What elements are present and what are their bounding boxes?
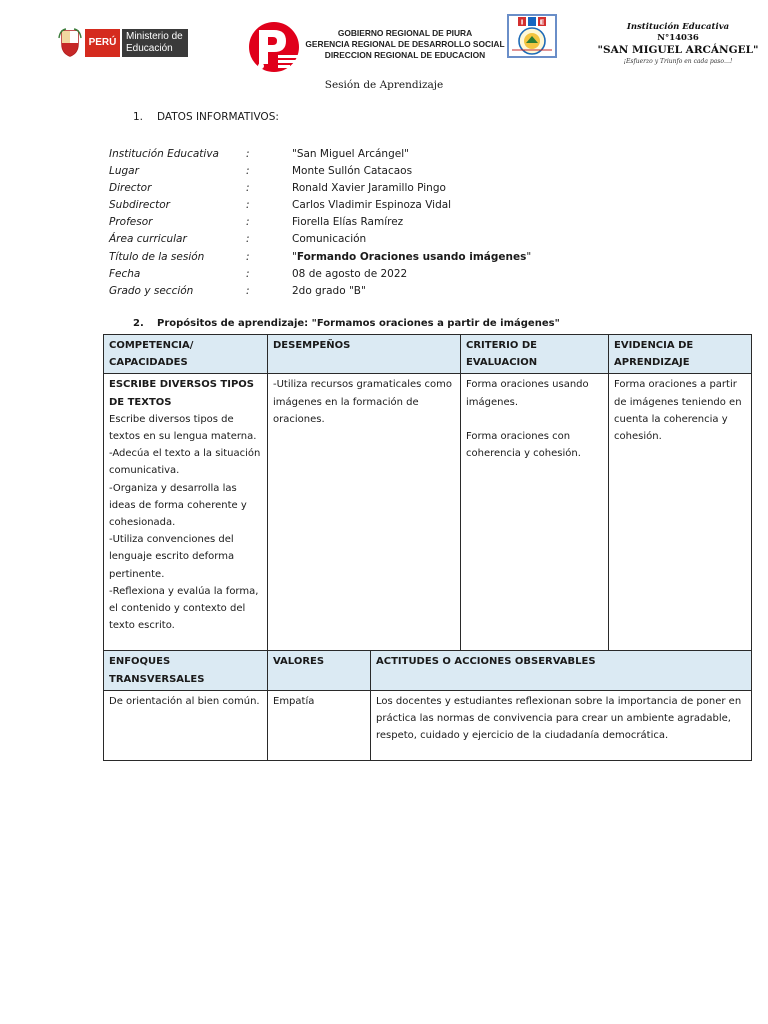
criterio-item: Forma oraciones usando imágenes. xyxy=(466,379,589,408)
quote-close: " xyxy=(526,250,532,263)
datos-label: Título de la sesión xyxy=(109,250,205,263)
competencia-item: Escribe diversos tipos de textos en su lengua materna. xyxy=(109,413,257,443)
competencia-item: -Reflexiona y evalúa la forma, el contenido y contexto del texto escrito. xyxy=(109,585,259,632)
criterio-item: Forma oraciones con coherencia y cohesión. xyxy=(466,430,581,460)
datos-label: Profesor xyxy=(109,216,153,229)
table-row xyxy=(104,374,752,651)
institucion-motto: ¡Esfuerzo y Triunfo en cada paso…! xyxy=(623,58,733,65)
section-1-heading xyxy=(133,111,279,123)
quote-open: " xyxy=(292,250,297,263)
competencia-title: ESCRIBE DIVERSOS TIPOS DE TEXTOS xyxy=(109,379,254,408)
gobierno-line-1: GOBIERNO REGIONAL DE PIURA xyxy=(337,28,473,38)
datos-label: Lugar xyxy=(109,165,139,178)
datos-value: Carlos Vladimir Espinoza Vidal xyxy=(292,199,452,212)
peru-shield-icon xyxy=(58,28,82,58)
datos-value: Monte Sullón Catacaos xyxy=(292,165,413,178)
session-title-value: Formando Oraciones usando imágenes xyxy=(296,250,527,263)
datos-value: 2do grado "B" xyxy=(292,284,366,297)
datos-colon: : xyxy=(246,250,250,263)
datos-value: "San Miguel Arcángel" xyxy=(292,148,409,160)
institucion-line-1: Institución Educativa xyxy=(626,22,730,32)
datos-value: Fiorella Elías Ramírez xyxy=(292,216,404,229)
datos-colon: : xyxy=(246,148,250,160)
enfoque-cell: De orientación al bien común. xyxy=(104,690,268,760)
datos-colon: : xyxy=(246,182,250,195)
datos-label: Área curricular xyxy=(109,233,187,246)
actitud-cell: Los docentes y estudiantes reflexionan sobre la importancia de poner en práctica las normas de convivencia para crear un ambiente agradable, respeto, cuidado y ejercicio de la ciudadanía democrática. xyxy=(371,690,752,760)
competencia-cell xyxy=(104,374,268,651)
datos-value xyxy=(292,249,531,266)
evidencia-cell: Forma oraciones a partir de imágenes teniendo en cuenta la coherencia y cohesión. xyxy=(609,374,752,651)
gobierno-regional-piura-logo xyxy=(244,22,304,72)
datos-label: Fecha xyxy=(109,267,141,280)
datos-colon: : xyxy=(246,233,250,246)
datos-colon: : xyxy=(246,165,250,178)
competencia-item: -Organiza y desarrolla las ideas de forma coherente y cohesionada. xyxy=(109,482,247,529)
datos-colon: : xyxy=(246,284,250,297)
competencia-item: -Utiliza convenciones del lenguaje escrito deforma pertinente. xyxy=(109,534,235,580)
svg-text:E: E xyxy=(539,18,545,27)
header-desempenos: DESEMPEÑOS xyxy=(268,335,461,374)
table-header-row xyxy=(104,335,752,374)
document-title: Sesión de Aprendizaje xyxy=(324,79,444,91)
datos-colon: : xyxy=(246,267,250,280)
header-enfoques: ENFOQUES TRANSVERSALES xyxy=(104,651,268,690)
ministerio-label: Ministerio de Educación xyxy=(122,29,188,57)
datos-value: Ronald Xavier Jaramillo Pingo xyxy=(292,182,446,195)
datos-label: Grado y sección xyxy=(109,284,194,297)
section-2-label: Propósitos de aprendizaje: "Formamos oraciones a partir de imágenes" xyxy=(157,318,560,329)
institucion-heading xyxy=(578,22,768,66)
section-1-number: 1. xyxy=(133,111,144,123)
competencia-item: -Adecúa el texto a la situación comunicativa. xyxy=(109,448,261,477)
header-competencia: COMPETENCIA/ CAPACIDADES xyxy=(104,335,268,374)
peru-label: PERÚ xyxy=(85,29,120,57)
enfoques-header-row xyxy=(104,651,752,690)
header-criterio: CRITERIO DE EVALUACION xyxy=(461,335,609,374)
datos-value: Comunicación xyxy=(292,233,367,246)
minedu-logo xyxy=(58,26,188,60)
section-2-heading xyxy=(133,318,560,329)
datos-colon: : xyxy=(246,199,250,212)
datos-value: 08 de agosto de 2022 xyxy=(292,267,408,280)
datos-label: Institución Educativa xyxy=(109,148,219,160)
svg-text:I: I xyxy=(520,18,524,27)
gobierno-line-2: GERENCIA REGIONAL DE DESARROLLO SOCIAL xyxy=(305,38,505,49)
institucion-name: "SAN MIGUEL ARCÁNGEL" xyxy=(597,44,759,56)
header-evidencia: EVIDENCIA DE APRENDIZAJE xyxy=(609,335,752,374)
criterio-cell xyxy=(461,374,609,651)
section-2-number: 2. xyxy=(133,318,144,329)
document-header xyxy=(0,0,768,80)
header-valores: VALORES xyxy=(268,651,371,690)
desempeno-cell: -Utiliza recursos gramaticales como imágenes en la formación de oraciones. xyxy=(268,374,461,651)
propositos-table xyxy=(103,334,752,761)
section-1-label: DATOS INFORMATIVOS: xyxy=(157,111,279,123)
datos-label: Subdirector xyxy=(109,199,170,212)
valor-cell: Empatía xyxy=(268,690,371,760)
gobierno-regional-text xyxy=(300,28,510,60)
datos-label: Director xyxy=(109,182,152,195)
institucion-educativa-logo xyxy=(507,14,557,58)
header-actitudes: ACTITUDES O ACCIONES OBSERVABLES xyxy=(371,651,752,690)
institucion-line-2: N°14036 xyxy=(657,33,699,43)
table-row xyxy=(104,690,752,760)
gobierno-line-3: DIRECCION REGIONAL DE EDUCACION xyxy=(324,49,486,60)
datos-colon: : xyxy=(246,216,250,229)
